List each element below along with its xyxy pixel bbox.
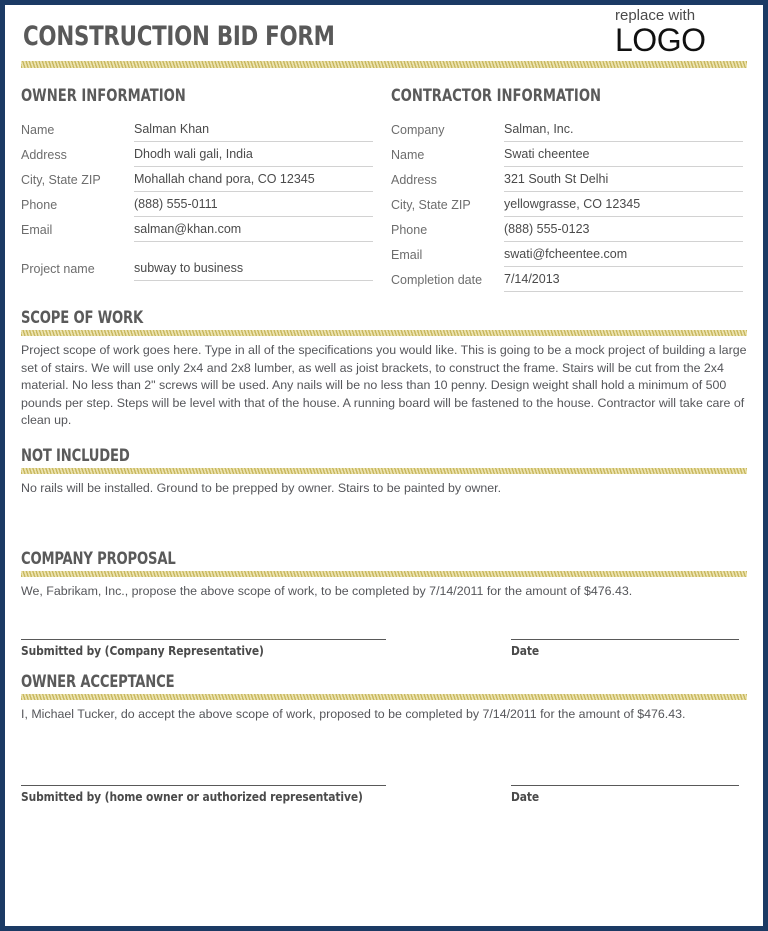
field-value[interactable]: (888) 555-0123 xyxy=(504,222,743,242)
owner-field-name[interactable] xyxy=(21,117,373,142)
company-proposal-heading: COMPANY PROPOSAL xyxy=(21,549,176,569)
owner-field-address[interactable] xyxy=(21,142,373,167)
signature-spacer xyxy=(386,639,511,658)
field-value[interactable]: Dhodh wali gali, India xyxy=(134,147,373,167)
company-representative-signature[interactable] xyxy=(21,639,386,658)
contractor-information-heading: CONTRACTOR INFORMATION xyxy=(391,86,602,106)
signature-caption: Submitted by (home owner or authorized representative) xyxy=(21,789,363,804)
not-included-body[interactable]: No rails will be installed. Ground to be prepped by owner. Stairs to be painted by owner. xyxy=(21,480,502,495)
owner-information-heading: OWNER INFORMATION xyxy=(21,86,186,106)
scope-of-work-section xyxy=(21,308,747,430)
company-proposal-body[interactable]: We, Fabrikam, Inc., propose the above scope of work, to be completed by 7/14/2011 for the amount of $476.43. xyxy=(21,584,633,598)
scope-of-work-body[interactable]: Project scope of work goes here. Type in all of the specifications you would like. This is going to be a mock project of building a large set of stairs. We will use only 2x4 and 2x8 lumber, as well as joist brackets, to construct the frame. Stairs will be cut from the 2x4 material. No less than 2" screws will be used. Any nails will be no less than 10 penny. Design weight shall hold a minimum of 500 pounds per step. Steps will be level with that of the house. A running board will be fastened to the house. Contractor will take care of clean up. xyxy=(21,343,747,427)
information-columns xyxy=(21,85,747,292)
logo-replace-text: replace with xyxy=(615,7,696,24)
field-label: Project name xyxy=(21,262,95,276)
field-value[interactable]: Salman, Inc. xyxy=(504,122,743,142)
contractor-field-email[interactable] xyxy=(391,242,743,267)
date-caption: Date xyxy=(511,642,540,658)
owner-acceptance-heading: OWNER ACCEPTANCE xyxy=(21,671,175,692)
field-value[interactable]: salman@khan.com xyxy=(134,222,373,242)
field-value[interactable]: 7/14/2013 xyxy=(504,272,743,292)
field-label: Name xyxy=(391,148,425,162)
contractor-information-section xyxy=(391,85,743,292)
field-value[interactable]: (888) 555-0111 xyxy=(134,197,373,217)
scope-of-work-heading: SCOPE OF WORK xyxy=(21,308,144,328)
signature-spacer xyxy=(386,785,511,804)
owner-acceptance-divider xyxy=(21,694,747,701)
logo-word: LOGO xyxy=(615,22,706,58)
company-proposal-section xyxy=(21,549,747,658)
field-label: Company xyxy=(391,123,445,137)
field-value[interactable]: yellowgrasse, CO 12345 xyxy=(504,197,743,217)
page-title: CONSTRUCTION BID FORM xyxy=(23,21,335,52)
field-label: Address xyxy=(21,148,67,162)
field-value[interactable]: swati@fcheentee.com xyxy=(504,247,743,267)
contractor-field-address[interactable] xyxy=(391,167,743,192)
field-value[interactable]: Mohallah chand pora, CO 12345 xyxy=(134,172,373,192)
owner-acceptance-signature-row xyxy=(21,785,747,804)
company-proposal-signature-row xyxy=(21,639,747,658)
contractor-field-company[interactable] xyxy=(391,117,743,142)
owner-field-project-name[interactable] xyxy=(21,256,373,281)
not-included-heading: NOT INCLUDED xyxy=(21,445,130,466)
owner-acceptance-body[interactable]: I, Michael Tucker, do accept the above scope of work, proposed to be completed by 7/14/2011 for the amount of $476.43. xyxy=(21,706,686,721)
field-label: Phone xyxy=(21,198,58,212)
contractor-field-name[interactable] xyxy=(391,142,743,167)
owner-information-section xyxy=(21,85,373,292)
not-included-divider xyxy=(21,468,747,475)
owner-acceptance-section xyxy=(21,672,747,805)
field-value[interactable]: subway to business xyxy=(134,261,373,281)
logo-placeholder[interactable] xyxy=(615,7,745,56)
owner-field-email[interactable] xyxy=(21,217,373,242)
field-label: Email xyxy=(391,248,423,262)
field-label: Completion date xyxy=(391,273,483,287)
contractor-field-completion-date[interactable] xyxy=(391,267,743,292)
field-label: City, State ZIP xyxy=(391,198,471,212)
field-label: Email xyxy=(21,223,53,237)
header-gold-divider xyxy=(21,61,747,69)
scope-of-work-divider xyxy=(21,330,747,337)
company-proposal-divider xyxy=(21,571,747,578)
field-label: Phone xyxy=(391,223,428,237)
field-label: Name xyxy=(21,123,55,137)
signature-caption: Submitted by (Company Representative) xyxy=(21,642,264,658)
owner-field-phone[interactable] xyxy=(21,192,373,217)
contractor-field-city-state-zip[interactable] xyxy=(391,192,743,217)
field-value[interactable]: Swati cheentee xyxy=(504,147,743,167)
field-value[interactable]: 321 South St Delhi xyxy=(504,172,743,192)
home-owner-signature[interactable] xyxy=(21,785,386,804)
document-page xyxy=(5,5,763,926)
field-label: Address xyxy=(391,173,437,187)
owner-field-city-state-zip[interactable] xyxy=(21,167,373,192)
date-caption: Date xyxy=(511,789,540,804)
field-label: City, State ZIP xyxy=(21,173,101,187)
document-header xyxy=(21,5,747,61)
owner-acceptance-date-field[interactable] xyxy=(511,785,739,804)
contractor-field-phone[interactable] xyxy=(391,217,743,242)
not-included-section xyxy=(21,446,747,498)
field-value[interactable]: Salman Khan xyxy=(134,122,373,142)
company-proposal-date-field[interactable] xyxy=(511,639,739,658)
